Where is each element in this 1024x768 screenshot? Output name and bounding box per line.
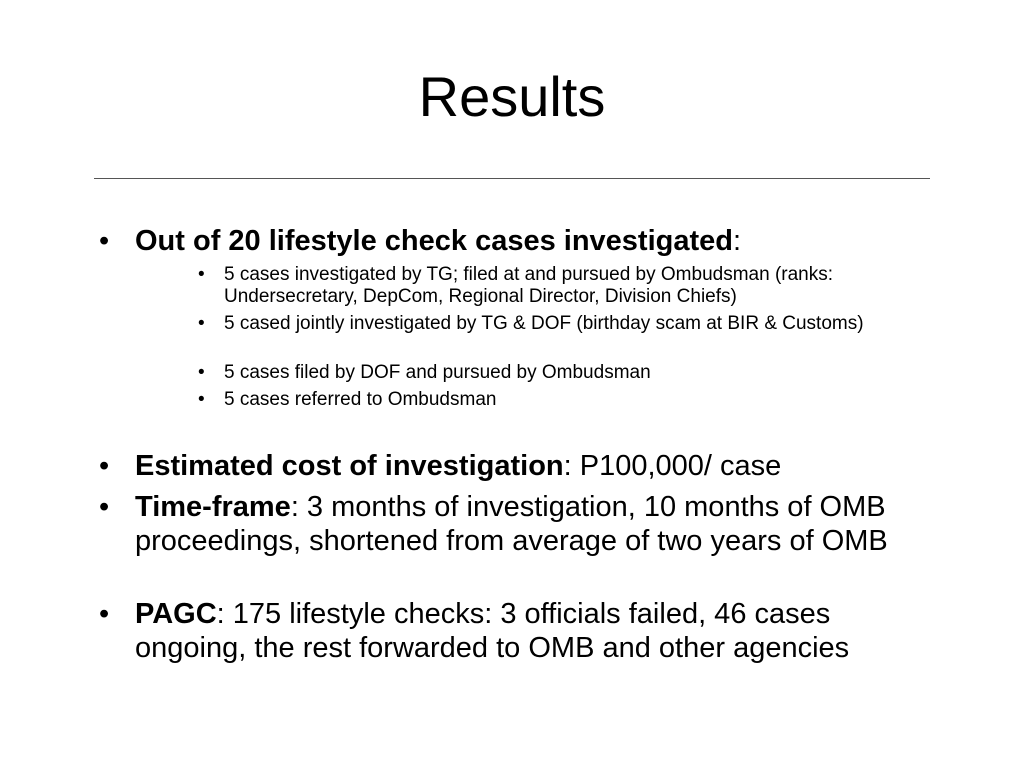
bullet-icon: • xyxy=(99,450,110,482)
bullet-rest: : 3 months of investigation, 10 months of OMB proceedings, shortened from average of two years of OMB xyxy=(135,491,888,557)
sub-bullet-text: 5 cases investigated by TG; filed at and pursued by Ombudsman (ranks: Undersecretary, DepCom, Regional Director, Division Chiefs) xyxy=(224,264,834,307)
bullet-bold: PAGC xyxy=(135,598,217,630)
bullet-text xyxy=(135,490,905,558)
bullet-bold: Estimated cost of investigation xyxy=(135,450,564,482)
bullet-icon: • xyxy=(198,389,205,410)
sub-bullet-text: 5 cases referred to Ombudsman xyxy=(224,389,497,410)
bullet-rest: : 175 lifestyle checks: 3 officials failed, 46 cases ongoing, the rest forwarded to OMB and other agencies xyxy=(135,598,850,664)
bullet-icon: • xyxy=(198,313,205,334)
bullet-icon: • xyxy=(99,225,110,257)
bullet-icon: • xyxy=(99,598,110,630)
slide-title: Results xyxy=(418,65,606,128)
bullet-rest: : xyxy=(732,225,742,257)
bullet-icon: • xyxy=(198,264,205,285)
bullet-bold: Time-frame xyxy=(135,491,291,523)
title-divider xyxy=(94,178,930,179)
bullet-text xyxy=(135,597,865,665)
bullet-icon: • xyxy=(99,491,110,523)
bullet-bold: Out of 20 lifestyle check cases investigated xyxy=(135,225,733,257)
bullet-text xyxy=(135,449,905,483)
bullet-text xyxy=(135,224,905,258)
sub-bullet-text: 5 cases filed by DOF and pursued by Ombudsman xyxy=(224,362,651,383)
bullet-rest: : P100,000/ case xyxy=(563,450,782,482)
sub-bullet-text: 5 cased jointly investigated by TG & DOF (birthday scam at BIR & Customs) xyxy=(224,313,864,334)
bullet-icon: • xyxy=(198,362,205,383)
